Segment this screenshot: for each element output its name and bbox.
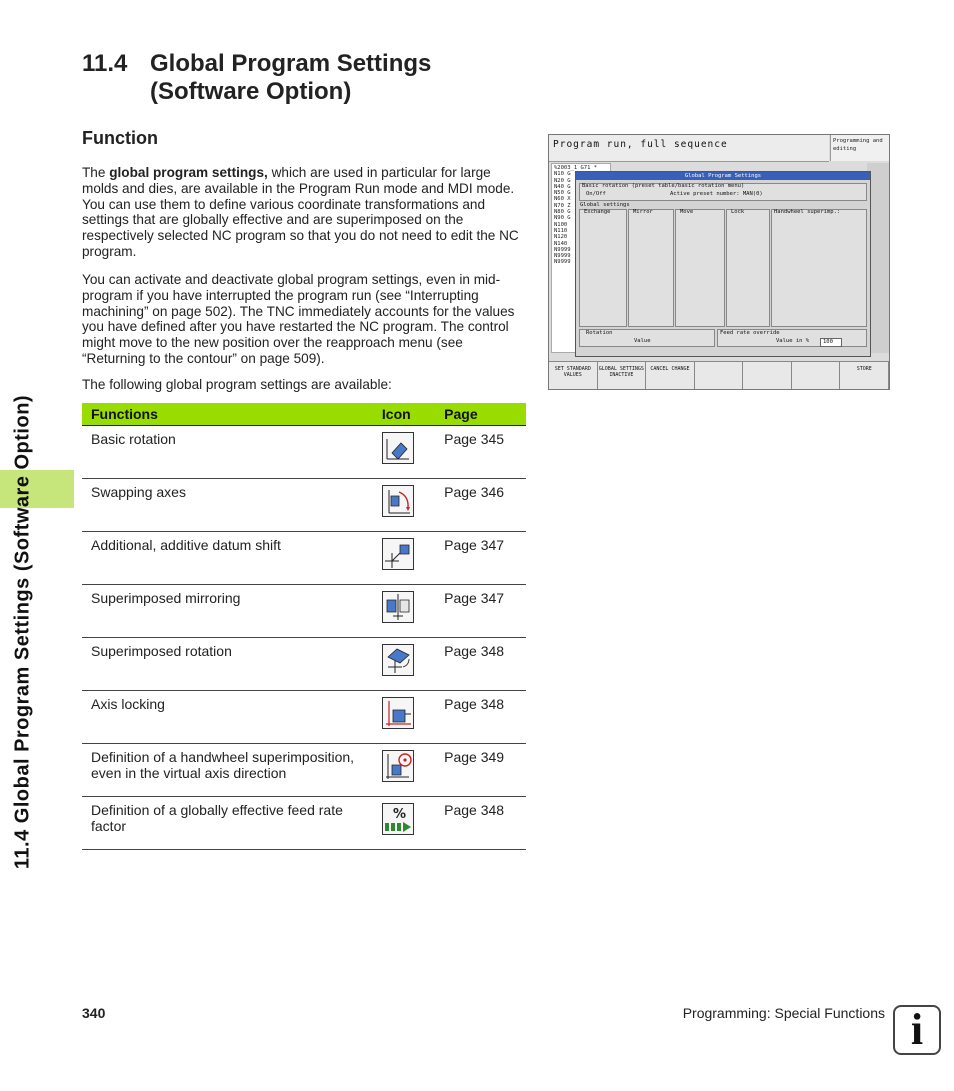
table-row	[82, 638, 526, 691]
table-header-row	[82, 403, 526, 426]
handwheel-icon	[382, 750, 414, 782]
on-off-checkbox[interactable]: On/Off	[586, 191, 606, 197]
table-row	[82, 744, 526, 797]
function-name: Definition of a handwheel superimposition, even in the virtual axis direction	[82, 744, 373, 797]
program-line: N80 G	[554, 209, 571, 216]
exchange-panel	[579, 209, 627, 327]
p1-pre: The	[82, 165, 110, 180]
program-line: N9999	[554, 246, 571, 253]
program-line: N120	[554, 234, 568, 241]
header-functions: Functions	[82, 403, 373, 426]
page-ref[interactable]: Page 348	[435, 638, 526, 691]
table-row	[82, 426, 526, 479]
section-number: 11.4	[82, 50, 128, 77]
screenshot-header	[549, 135, 829, 162]
table-row	[82, 797, 526, 850]
basic-rotation-label: Basic rotation (preset table/basic rotation menu)	[582, 183, 745, 189]
global-settings-dialog	[575, 171, 871, 357]
page-title-line2: (Software Option)	[150, 78, 352, 105]
swap-axes-icon	[382, 485, 414, 517]
softkey-cancel-change[interactable]: CANCEL CHANGE	[646, 362, 695, 390]
page-ref[interactable]: Page 347	[435, 532, 526, 585]
handwheel-panel	[771, 209, 867, 327]
axis-lock-icon	[382, 697, 414, 729]
rotation-icon	[382, 644, 414, 676]
softkey-set-standard[interactable]: SET STANDARD VALUES	[549, 362, 598, 390]
function-name: Axis locking	[82, 691, 373, 744]
softkey-row	[549, 361, 889, 390]
program-line: N70 Z	[554, 202, 571, 209]
page-ref[interactable]: Page 345	[435, 426, 526, 479]
page-ref[interactable]: Page 347	[435, 585, 526, 638]
softkey-global-inactive[interactable]: GLOBAL SETTINGS INACTIVE	[598, 362, 647, 390]
datum-shift-icon	[382, 538, 414, 570]
screenshot-secondary-mode: Programming and editing	[830, 135, 889, 161]
global-settings-label: Global settings	[580, 202, 630, 208]
table-row	[82, 479, 526, 532]
feed-value-label: Value in %	[776, 338, 810, 344]
table-row	[82, 585, 526, 638]
tnc-screenshot	[548, 134, 890, 390]
mirror-label: Mirror	[633, 209, 653, 215]
function-name: Definition of a globally effective feed rate factor	[82, 797, 373, 850]
lock-label: Lock	[731, 209, 745, 215]
side-chapter-title: 11.4 Global Program Settings (Software Option)	[11, 394, 34, 870]
page-title-line1: Global Program Settings	[150, 50, 432, 77]
header-page: Page	[435, 403, 526, 426]
function-name: Additional, additive datum shift	[82, 532, 373, 585]
program-line: N60 X	[554, 196, 571, 203]
function-name: Superimposed mirroring	[82, 585, 373, 638]
page-ref[interactable]: Page 346	[435, 479, 526, 532]
table-row	[82, 691, 526, 744]
feed-rate-icon	[382, 803, 414, 835]
program-line: N100	[554, 221, 568, 228]
subheading-function: Function	[82, 128, 158, 148]
softkey-store[interactable]: STORE	[840, 362, 889, 390]
move-label: Move	[680, 209, 694, 215]
lock-panel	[726, 209, 770, 327]
page-ref[interactable]: Page 348	[435, 691, 526, 744]
intro-paragraph	[82, 165, 526, 260]
page-title	[150, 50, 431, 106]
page-ref[interactable]: Page 349	[435, 744, 526, 797]
screenshot-mode-title: Program run, full sequence	[553, 139, 728, 150]
program-line: N50 G	[554, 190, 571, 197]
p1-post: which are used in particular for large molds and dies, are available in the Program Run mode and MDI mode. You can use them to define various coordinate transformations and settings that are globally effective and are superimposed on the respectively selected NC program so that you do not need to edit the NC program.	[82, 165, 519, 259]
program-line: N140	[554, 240, 568, 247]
svg-text:%: %	[392, 807, 406, 822]
active-preset-label: Active preset number: MAN(0)	[670, 191, 763, 197]
basic-rotation-icon	[382, 432, 414, 464]
mirror-icon	[382, 591, 414, 623]
program-line: N40 G	[554, 183, 571, 190]
exchange-label: Exchange	[584, 209, 611, 215]
move-panel	[675, 209, 725, 327]
feed-value-input[interactable]: 100	[820, 338, 842, 347]
available-settings-paragraph: The following global program settings are available:	[82, 377, 392, 392]
activation-paragraph: You can activate and deactivate global program settings, even in mid-program if you have interrupted the program run (see “Interrupting machining” on page 502). The TNC immediately accounts for the values you have defined after you have restarted the NC program. The control might move to the new position over the reapproach menu (see “Returning to the contour” on page 509).	[82, 272, 515, 366]
program-line: N10 G	[554, 171, 571, 178]
handwheel-label: Handwheel superimp.:	[774, 209, 841, 215]
function-name: Superimposed rotation	[82, 638, 373, 691]
rotation-label: Rotation	[586, 330, 613, 336]
rotation-value-label: Value	[634, 338, 651, 344]
program-line: %2003_1 G71 *	[554, 165, 598, 171]
function-name: Basic rotation	[82, 426, 373, 479]
p1-bold-term: global program settings,	[109, 165, 268, 180]
softkey-empty[interactable]	[743, 362, 792, 390]
program-line: N9999	[554, 253, 571, 260]
table-row	[82, 532, 526, 585]
feed-override-label: Feed rate override	[720, 330, 780, 336]
page-ref[interactable]: Page 348	[435, 797, 526, 850]
header-icon: Icon	[373, 403, 435, 426]
softkey-empty[interactable]	[695, 362, 744, 390]
mirror-panel	[628, 209, 674, 327]
program-line: N9999	[554, 259, 571, 266]
program-line: N90 G	[554, 215, 571, 222]
info-icon: i	[893, 1005, 941, 1055]
footer-chapter: Programming: Special Functions	[682, 1005, 885, 1021]
program-line: N20 G	[554, 177, 571, 184]
program-line: N110	[554, 227, 568, 234]
function-name: Swapping axes	[82, 479, 373, 532]
functions-table	[82, 403, 526, 850]
softkey-empty[interactable]	[792, 362, 841, 390]
page-number: 340	[82, 1005, 106, 1021]
dialog-title: Global Program Settings	[576, 172, 870, 180]
